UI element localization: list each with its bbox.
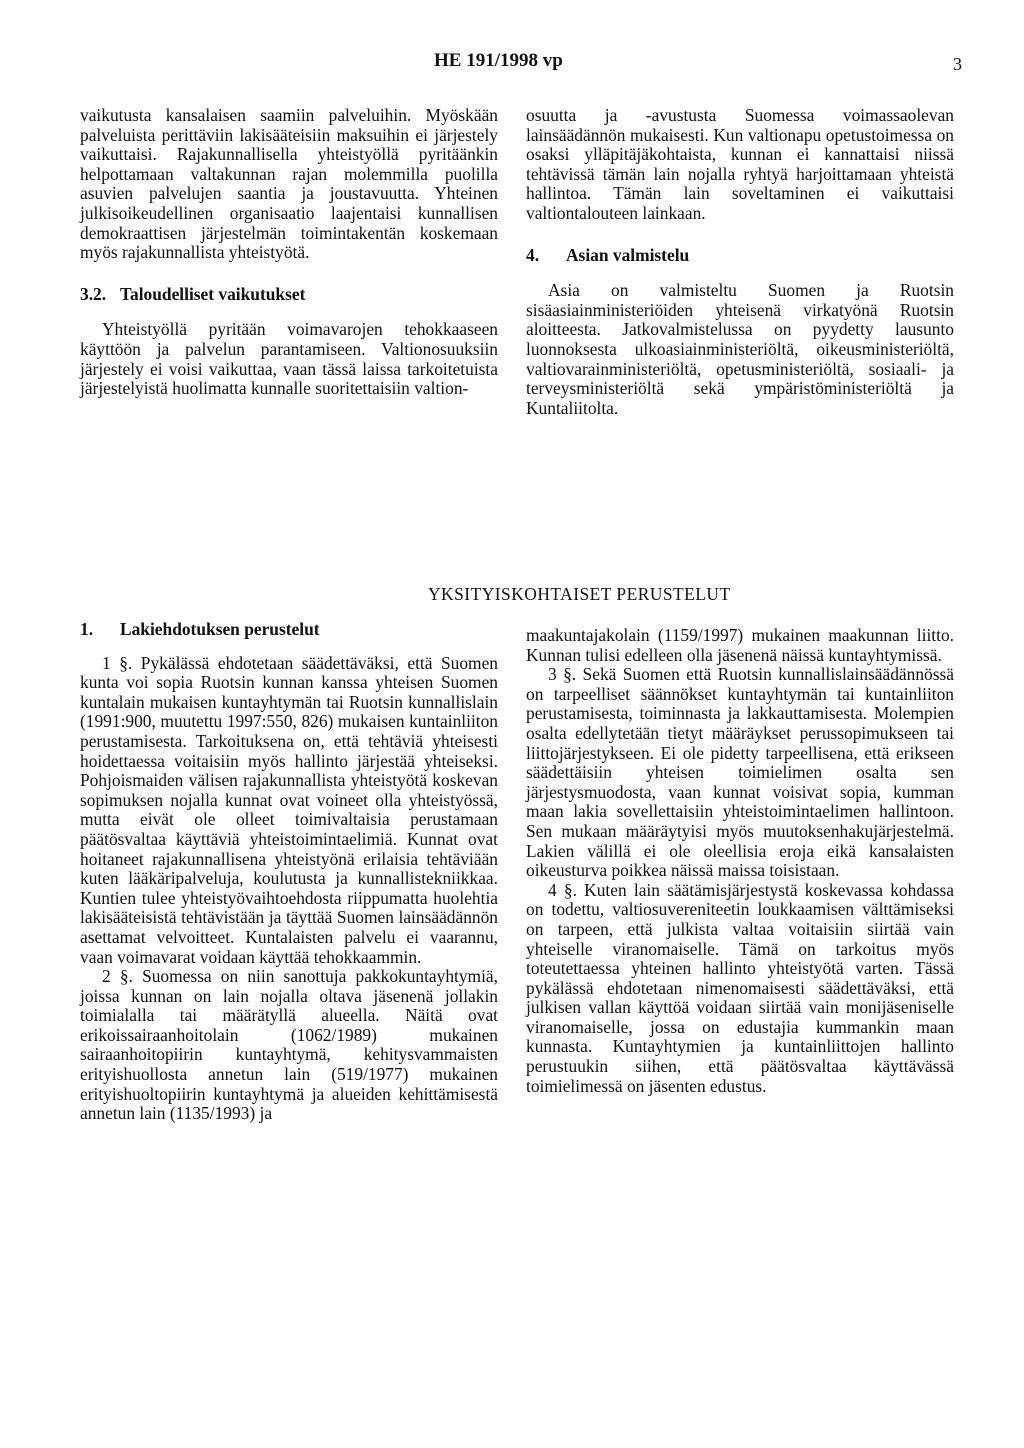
document-reference: HE 191/1998 vp [434,50,563,71]
page-number: 3 [953,54,962,74]
paragraph: osuutta ja -avustusta Suomessa voimassaolevan lainsäädännön mukaisesti. Kun valtionapu opetustoimessa on osaksi ylläpitäjäkohtaista, kunnan ei kannattaisi niissä tehtävissä tämän lain nojalla ryhtyä harjoittamaan yhteistä hallintoa. Tämän lain soveltaminen ei vaikuttaisi valtiontalouteen lainkaan. [526,105,954,223]
paragraph: Yhteistyöllä pyritään voimavarojen tehokkaaseen käyttöön ja palvelun parantamiseen. Valtionosuuksiin järjestely ei voisi vaikuttaa, vaan tässä laissa tarkoitetuista järjestelyistä huolimatta kunnalle suoritettaisiin valtion- [80,319,498,399]
bottom-left-column [80,620,498,1124]
section-title: Taloudelliset vaikutukset [120,283,306,304]
paragraph: 2 §. Suomessa on niin sanottuja pakkokuntayhtymiä, joissa kunnan on lain nojalla oltava jäsenenä jollakin toimialalla tai määrätyllä alueella. Näitä ovat erikoissairaanhoitolain (1062/1989) mukainen sairaanhoitopiirin kuntayhtymä, kehitysvammaisten erityishuollosta annetun lain (519/1977) mukainen erityishuoltopiirin kuntayhtymä ja alueiden kehittämisestä annetun lain (1135/1993) ja [80,966,498,1124]
paragraph: Asia on valmisteltu Suomen ja Ruotsin sisäasiainministeriöiden yhteisenä virkatyönä Ruotsin aloitteesta. Jatkovalmistelussa on pyydetty lausunto luonnoksesta ulkoasiainministeriöltä, oikeusministeriöltä, valtiovarainministeriöltä, opetusministeriöltä, sosiaali- ja terveysministeriöltä sekä ympäristöministeriöltä ja Kuntaliitolta. [526,280,954,418]
paragraph: vaikutusta kansalaisen saamiin palveluihin. Myöskään palveluista perittäviin lakisääteisiin maksuihin ei järjestely vaikuttaisi. Rajakunnallisella yhteistyöllä pyritäänkin helpottamaan valtakunnan rajan molemmilla puolilla asuvien palvelujen saantia ja joustavuutta. Yhteinen julkisoikeudellinen organisaatio laajentaisi kunnallisen demokraattisen järjestelmän toimintakentän koskemaan myös rajakunnallista yhteistyötä. [80,105,498,263]
paragraph: 1 §. Pykälässä ehdotetaan säädettäväksi, että Suomen kunta voi sopia Ruotsin kunnan kanssa yhteisen Suomen kuntalain mukaisen kuntayhtymän tai Ruotsin kunnallislain (1991:900, muutettu 1997:550, 826) mukaisen kuntainliiton perustamisesta. Tarkoituksena on, että tehtäviä yhteisesti hoidettaessa voitaisiin myös hallinto järjestää yhteiseksi. Pohjoismaiden välisen rajakunnallista yhteistyötä koskevan sopimuksen nojalla kunnat ovat voineet olla yhteistyössä, mutta eivät ole olleet toimivaltaisia perustamaan päätösvaltaa käyttäviä yhteistoimintaelimiä. Kunnat ovat hoitaneet rajakunnallisena yhteistyönä erilaisia tehtäviään kuten lääkäripalveluja, koulutusta ja kunnallistekniikkaa. Kuntien tulee yhteistyövaihtoehdosta riippumatta huolehtia lakisääteisistä tehtävistään ja täyttää Suomen lainsäädännön asettamat velvoitteet. Kuntalaisten palvelu ei vaarannu, vaan voimavarat voidaan käyttää tehokkaammin. [80,652,498,967]
section-heading [80,620,498,640]
top-right-column [526,106,954,418]
section-title: Lakiehdotuksen perustelut [120,619,320,639]
section-heading [80,285,498,305]
section-title: Asian valmistelu [566,244,690,265]
paragraph: maakuntajakolain (1159/1997) mukainen maakunnan liitto. Kunnan tulisi edelleen olla jäsenenä näissä kuntayhtymissä. [526,625,954,665]
main-heading: YKSITYISKOHTAISET PERUSTELUT [428,584,731,604]
section-number: 4. [526,244,540,265]
top-left-column [80,106,498,399]
paragraph: 3 §. Sekä Suomen että Ruotsin kunnallislainsäädännössä on tarpeelliset säännökset kuntayhtymän tai kuntainliiton perustamisesta, toiminnasta ja lakkauttamisesta. Molempien osalta edellytetään tietyt määräykset perussopimukseen tai liittojärjestykseen. Ei ole pidetty tarpeellisena, että erikseen säädettäisiin yhteisen toimielimen osalta sen järjestysmuodosta, vaan kunnat voisivat sopia, kumman maan lakia sovellettaisiin yhteistoimintaelimen hallintoon. Sen mukaan määräytyisi myös muutoksenhakujärjestelmä. Lakien välillä ei ole oleellisia eroja eikä kansalaisten oikeusturva poikkea näissä maissa toisistaan. [526,664,954,881]
section-number: 1. [80,619,94,639]
page-header [0,50,1024,84]
section-number: 3.2. [80,283,107,304]
section-heading [526,246,954,266]
paragraph: 4 §. Kuten lain säätämisjärjestystä koskevassa kohdassa on todettu, valtiosuvereniteetin loukkaamisen välttämiseksi on tarpeen, että julkista valtaa voitaisiin siirtää vain yhteiselle viranomaiselle. Tämä on tarkoitus myös toteutettaessa yhteinen hallinto yhteistyötä varten. Tässä pykälässä ehdotetaan nimenomaisesti säädettäväksi, että julkisen vallan käyttöä voidaan siirtää vain monijäseniselle viranomaiselle, jossa on edustajia kummankin maan kunnasta. Kuntayhtymien ja kuntainliittojen hallinto perustuukin siihen, että päätösvaltaa käyttävässä toimielimessä on jäsenten edustus. [526,879,954,1096]
bottom-right-column [526,626,954,1096]
